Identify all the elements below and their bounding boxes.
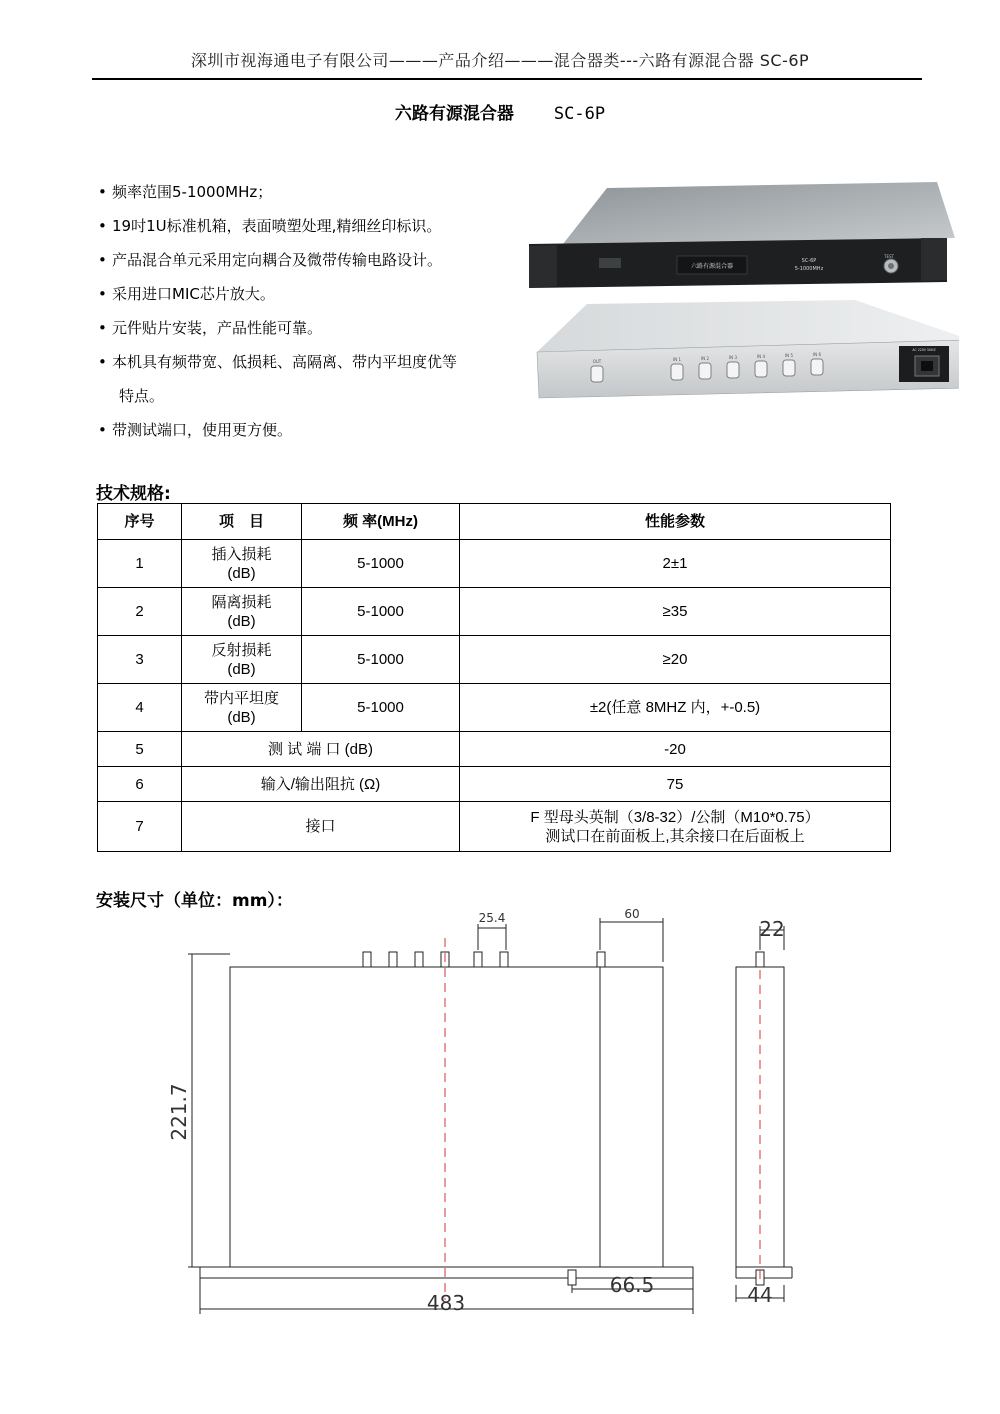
feature-item: • 采用进口MIC芯片放大。 [98,277,528,311]
feature-item: • 带测试端口，使用更方便。 [98,413,528,447]
dim-width: 483 [426,1291,466,1315]
feature-item: • 本机具有频带宽、低损耗、高隔离、带内平坦度优等 [98,345,528,379]
front-port-text: TEST [884,254,894,259]
side-view-body [736,967,784,1267]
feature-item: • 元件贴片安装，产品性能可靠。 [98,311,528,345]
dim-side-top: 22 [759,917,785,941]
svg-text:IN 3: IN 3 [729,355,737,360]
feature-item: • 产品混合单元采用定向耦合及微带传输电路设计。 [98,243,528,277]
dim-front: 66.5 [609,1273,655,1297]
page-header: 深圳市视海通电子有限公司———产品介绍———混合器类---六路有源混合器 SC-6P [190,51,810,70]
table-row: 1 插入损耗 (dB) 5-1000 2±1 [98,540,891,588]
device-photo [527,180,959,405]
table-row: 7 接口 F 型母头英制（3/8-32）/公制（M10*0.75） 测试口在前面板上,其余接口在后面板上 [98,802,891,852]
title-name: 六路有源混合器 [394,104,514,124]
svg-text:IN 4: IN 4 [757,354,765,359]
dim-pitch: 25.4 [478,911,506,925]
bullet: • [98,183,107,201]
bullet: • [98,251,107,269]
table-row: 2 隔离损耗 (dB) 5-1000 ≥35 [98,588,891,636]
rack-ear-right [921,238,947,281]
dim-side-bottom: 44 [747,1283,773,1307]
front-label-text: 六路有源混合器 [690,263,734,270]
svg-text:IN 2: IN 2 [701,356,709,361]
install-section-title: 安装尺寸（单位：mm）： [96,891,293,911]
front-freq-text: 5-1000MHz [794,266,824,272]
table-row: 4 带内平坦度 (dB) 5-1000 ±2(任意 8MHZ 内，+-0.5) [98,684,891,732]
document-title [0,99,1000,124]
title-model: SC-6P [553,104,606,124]
front-unit-top [563,182,955,244]
chassis-body [230,967,663,1267]
rack-ear-left [529,245,557,288]
dim-rear: 60 [624,907,640,921]
dimension-drawing [0,900,1000,1330]
top-connectors [363,952,764,1285]
table-row: 5 测 试 端 口 (dB) -20 [98,732,891,767]
svg-text:OUT: OUT [592,359,602,364]
feature-item: • 19吋1U标准机箱，表面喷塑处理,精细丝印标识。 [98,209,528,243]
dim-height: 221.7 [167,1083,191,1141]
header-item: 项 目 [182,504,302,540]
bullet: • [98,217,107,235]
table-header-row [98,504,891,540]
svg-text:IN 1: IN 1 [673,357,681,362]
spec-table [97,503,891,852]
header-rule [92,78,922,80]
bullet: • [98,285,107,303]
bullet: • [98,353,107,371]
svg-text:IN 6: IN 6 [813,352,821,357]
header-freq: 频 率(MHz) [302,504,460,540]
header-no: 序号 [98,504,182,540]
header-perf: 性能参数 [460,504,891,540]
front-logo [599,258,621,268]
power-plate-text: AC 220V 50HZ [912,348,936,352]
feature-continuation: 特点。 [119,387,165,405]
svg-text:IN 5: IN 5 [785,353,793,358]
feature-list [98,175,528,447]
bullet: • [98,421,107,439]
bullet: • [98,319,107,337]
front-model-text: SC-6P [801,258,817,264]
spec-section-title: 技术规格: [96,484,171,504]
table-row: 3 反射损耗 (dB) 5-1000 ≥20 [98,636,891,684]
feature-item: • 频率范围5-1000MHz； [98,175,528,209]
table-row: 6 输入/输出阻抗 (Ω) 75 [98,767,891,802]
